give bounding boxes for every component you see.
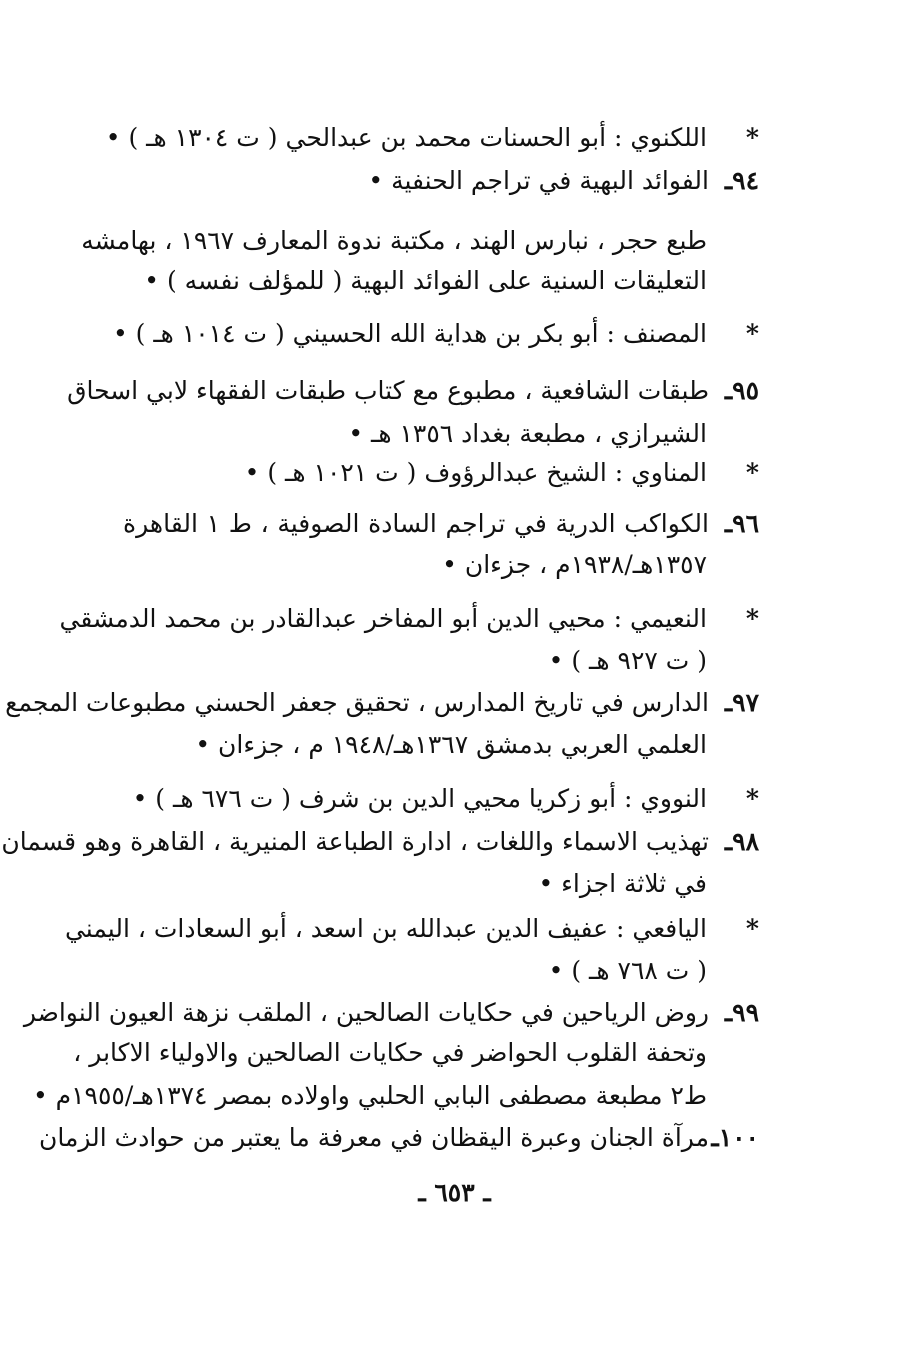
entry-text: طبقات الشافعية ، مطبوع مع كتاب طبقات الفقهاء لابي اسحاق: [67, 376, 709, 405]
entry-text: الكواكب الدرية في تراجم السادة الصوفية ، ط ١ القاهرة: [123, 509, 709, 538]
page-number: ـ ٦٥٣ ـ: [418, 1178, 491, 1207]
author-line: [245, 457, 759, 489]
entry-text: مرآة الجنان وعبرة اليقظان في معرفة ما يعتبر من حوادث الزمان: [38, 1123, 709, 1152]
author-text: المصنف : أبو بكر بن هداية الله الحسيني ( ت ١٠١٤ هـ ) •: [112, 319, 707, 348]
star-marker: *: [745, 123, 759, 152]
author-continuation: [549, 645, 707, 677]
entry-number: ٩٨ـ: [724, 827, 759, 856]
entry-line: [23, 997, 759, 1029]
author-line: [64, 913, 759, 945]
entry-line: [123, 508, 759, 540]
author-line: [59, 603, 759, 635]
star-marker: *: [745, 458, 759, 487]
entry-continuation: [348, 418, 707, 450]
entry-number: ٩٦ـ: [724, 509, 759, 538]
star-marker: *: [745, 784, 759, 813]
author-continuation: [549, 955, 707, 987]
entry-text: ١٣٥٧هـ/١٩٣٨م ، جزءان •: [442, 550, 707, 579]
star-marker: *: [745, 604, 759, 633]
author-text: اللكنوي : أبو الحسنات محمد بن عبدالحي ( ت ١٣٠٤ هـ ) •: [105, 123, 707, 152]
author-line: [113, 318, 759, 350]
entry-text: العلمي العربي بدمشق ١٣٦٧هـ/١٩٤٨ م ، جزءان •: [195, 730, 707, 759]
entry-continuation: [73, 1037, 707, 1069]
author-line: [106, 122, 759, 154]
entry-text: في ثلاثة اجزاء •: [538, 869, 707, 898]
author-text: اليافعي : عفيف الدين عبدالله بن اسعد ، أبو السعادات ، اليمني: [64, 914, 707, 943]
entry-line: [368, 165, 759, 197]
entry-text: طبع حجر ، نبارس الهند ، مكتبة ندوة المعارف ١٩٦٧ ، بهامشه: [81, 226, 707, 255]
entry-text: الشيرازي ، مطبعة بغداد ١٣٥٦ هـ •: [348, 419, 707, 448]
entry-continuation: [81, 225, 707, 257]
author-text: ( ت ٧٦٨ هـ ) •: [548, 956, 707, 985]
author-text: ( ت ٩٢٧ هـ ) •: [548, 646, 707, 675]
entry-continuation: [144, 265, 707, 297]
entry-continuation: [442, 549, 707, 581]
entry-continuation: [195, 729, 707, 761]
entry-continuation: [538, 868, 707, 900]
entry-line: [67, 375, 759, 407]
author-text: المناوي : الشيخ عبدالرؤوف ( ت ١٠٢١ هـ ) •: [244, 458, 707, 487]
entry-line: [1, 826, 759, 858]
entry-text: وتحفة القلوب الحواضر في حكايات الصالحين والاولياء الاكابر ،: [73, 1038, 707, 1067]
entry-number: ٩٤ـ: [724, 166, 759, 195]
entry-text: الدارس في تاريخ المدارس ، تحقيق جعفر الحسني مطبوعات المجمع: [5, 688, 709, 717]
star-marker: *: [745, 319, 759, 348]
entry-number: ٩٧ـ: [724, 688, 759, 717]
entry-text: تهذيب الاسماء واللغات ، ادارة الطباعة المنيرية ، القاهرة وهو قسمان: [1, 827, 709, 856]
entry-text: روض الرياحين في حكايات الصالحين ، الملقب نزهة العيون النواضر: [23, 998, 709, 1027]
entry-text: التعليقات السنية على الفوائد البهية ( للمؤلف نفسه ) •: [144, 266, 707, 295]
author-line: [133, 783, 759, 815]
entry-text: الفوائد البهية في تراجم الحنفية •: [368, 166, 709, 195]
entry-number: ٩٥ـ: [724, 376, 759, 405]
entry-number: ٩٩ـ: [724, 998, 759, 1027]
author-text: النعيمي : محيي الدين أبو المفاخر عبدالقادر بن محمد الدمشقي: [59, 604, 707, 633]
entry-number: ١٠٠ـ: [711, 1123, 759, 1152]
entry-line: [5, 687, 759, 719]
star-marker: *: [745, 914, 759, 943]
author-text: النووي : أبو زكريا محيي الدين بن شرف ( ت ٦٧٦ هـ ) •: [132, 784, 707, 813]
entry-text: ط٢ مطبعة مصطفى البابي الحلبي واولاده بمصر ١٣٧٤هـ/١٩٥٥م •: [32, 1081, 707, 1110]
entry-line: [38, 1122, 759, 1154]
entry-continuation: [33, 1080, 707, 1112]
